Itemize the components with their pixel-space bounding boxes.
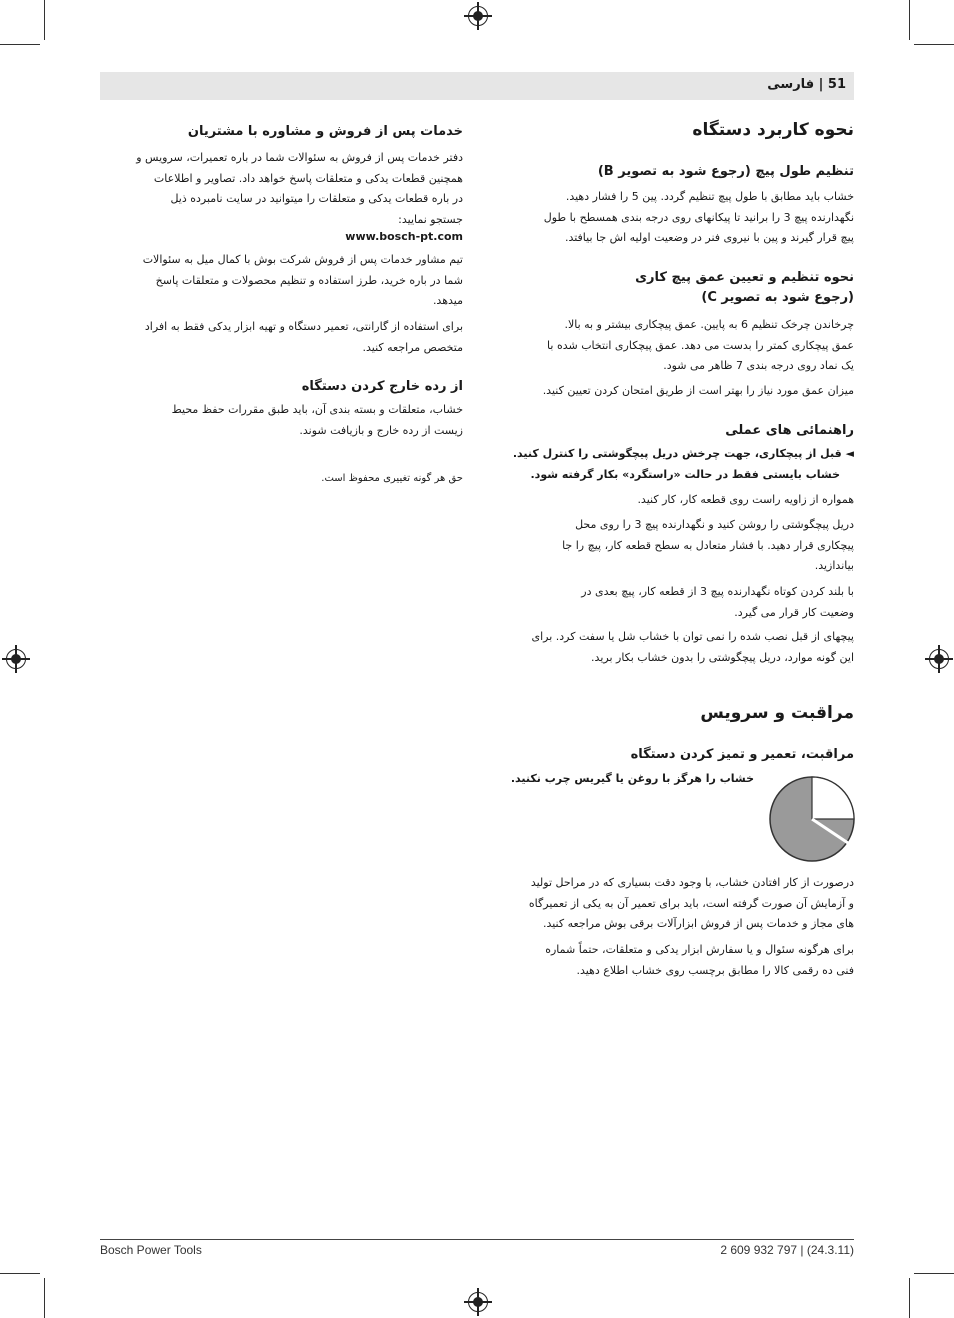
text-line: این گونه موارد، دریل پیچگوشتی را بدون خشاب بکار برید. bbox=[591, 650, 854, 664]
website-link[interactable]: www.bosch-pt.com bbox=[345, 230, 463, 243]
text-line: خشاب بایستی فقط در حالت «راستگرد» بکار گرفته شود. bbox=[530, 467, 840, 481]
crop-mark bbox=[909, 1278, 910, 1318]
crop-mark bbox=[914, 1273, 954, 1274]
registration-mark-icon bbox=[468, 6, 488, 26]
heading-practical-tips: راهنمائی های عملی bbox=[725, 423, 854, 438]
text-line: تیم مشاور خدمات پس از فروش شرکت بوش با کمال میل به سئوالات bbox=[142, 253, 463, 266]
text-line: و آزمایش آن صورت گرفته است، باید برای تعمیر آن به یکی از تعمیرگاه bbox=[528, 896, 854, 910]
heading-line: (رجوع شود به تصویر C) bbox=[701, 290, 854, 305]
heading-disposal: از رده خارج کردن دستگاه bbox=[301, 379, 463, 394]
bullet-arrow-icon: ◄ bbox=[845, 447, 854, 460]
page-header bbox=[100, 72, 854, 100]
text-line: زیست از رده خارج و بازیافت شوند. bbox=[299, 423, 463, 437]
text-line: عمق پیچکاری کمتر را بدست می دهد. عمق پیچکاری انتخاب شده با bbox=[547, 338, 854, 352]
text-line: میزان عمق مورد نیاز را بهتر است از طریق امتحان کردن تعیین کنید. bbox=[542, 383, 854, 397]
paragraph-care-2 bbox=[480, 940, 854, 981]
paragraph-warranty bbox=[100, 317, 463, 358]
crop-mark bbox=[44, 0, 45, 40]
care-warning: خشاب را هرگز با روغن یا گیریس چرب نکنید. bbox=[510, 772, 754, 785]
text-line: دریل پیچگوشتی را روشن کنید و نگهدارنده پیچ 3 را روی محل bbox=[575, 518, 854, 531]
paragraph-screw-depth bbox=[480, 315, 854, 401]
section-title-maintenance: مراقبت و سرویس bbox=[700, 703, 854, 723]
bullet-text: قبل از پیچکاری، جهت چرخش دریل پیچگوشتی را کنترل کنید. bbox=[512, 447, 842, 460]
paragraph-screw-length bbox=[480, 187, 854, 249]
text-line: با بلند کردن کوتاه نگهدارنده پیچ 3 از قطعه کار، پیچ بعدی در bbox=[581, 585, 854, 598]
paragraph-after-sales bbox=[100, 148, 463, 230]
heading-care: مراقبت، تعمیر و تمیز کردن دستگاه bbox=[630, 747, 854, 762]
rights-reserved: حق هر گونه تغییری محفوظ است. bbox=[321, 473, 463, 484]
heading-after-sales: خدمات پس از فروش و مشاوره با مشتریان bbox=[187, 124, 463, 139]
text-line: شما در باره خرید، طرز استفاده و تنظیم محصولات و متعلقات پاسخ bbox=[155, 273, 463, 287]
crop-mark bbox=[914, 44, 954, 45]
paragraph-care-1 bbox=[480, 873, 854, 935]
crop-mark bbox=[909, 0, 910, 40]
paragraph-tip-3 bbox=[480, 582, 854, 623]
registration-mark-icon bbox=[929, 649, 949, 669]
text-line: جستجو نمایید: bbox=[398, 212, 463, 226]
text-line: خشاب، متعلقات و بسته بندی آن، باید طبق مقررات حفظ محیط bbox=[171, 403, 463, 416]
footer-rule bbox=[100, 1239, 854, 1240]
crop-mark bbox=[0, 1273, 40, 1274]
section-title-usage: نحوه کاربرد دستگاه bbox=[692, 120, 854, 140]
text-line: متخصص مراجعه کنید. bbox=[362, 340, 463, 354]
registration-mark-icon bbox=[6, 649, 26, 669]
text-line bbox=[480, 444, 854, 465]
page-number-value: 51 bbox=[827, 77, 846, 92]
text-line: برای استفاده از گارانتی، تعمیر دستگاه و تهیه ابزار یدکی فقط به افراد bbox=[144, 320, 463, 333]
text-line: پیچکاری قرار دهید. با فشار متعادل به سطح قطعه کار، پیچ را جا bbox=[562, 538, 854, 552]
footer-brand: Bosch Power Tools bbox=[100, 1243, 202, 1257]
text-line: یک نماد روی درجه بندی 7 ظاهر می شود. bbox=[663, 359, 854, 372]
language-label: فارسی bbox=[767, 77, 815, 92]
paragraph-tip-4 bbox=[480, 627, 854, 668]
bullet-warning bbox=[480, 444, 854, 485]
heading-screw-depth bbox=[480, 268, 854, 308]
text-line: میدهد. bbox=[432, 294, 463, 307]
paragraph-tip-2 bbox=[480, 515, 854, 577]
text-line: بیاندازید. bbox=[814, 559, 854, 572]
crop-mark bbox=[44, 1278, 45, 1318]
text-line: پیچ قرار گیرند و پین با نیروی فنر در وضعیت اولیه اش جا بیافتد. bbox=[564, 231, 854, 244]
paragraph-tip-1: همواره از زاویه راست روی قطعه کار، کار کنید. bbox=[637, 493, 854, 506]
text-line: پیچهای از قبل نصب شده را نمی توان با خشاب شل یا سفت کرد. برای bbox=[531, 630, 854, 643]
text-line: درصورت از کار افتادن خشاب، با وجود دقت بسیاری که در مراحل تولید bbox=[530, 876, 854, 889]
text-line: وضعیت کار قرار می گیرد. bbox=[734, 605, 854, 619]
paragraph-consulting bbox=[100, 250, 463, 312]
heading-screw-length: تنظیم طول پیچ (رجوع شود به تصویر B) bbox=[597, 164, 854, 179]
registration-mark-icon bbox=[468, 1292, 488, 1312]
page-number: 51 | فارسی bbox=[767, 77, 846, 92]
text-line: دفتر خدمات پس از فروش به سئوالات شما در باره تعمیرات، سرویس و bbox=[136, 151, 463, 164]
text-line: های مجاز و خدمات پس از فروش ابزارآلات برقی بوش مراجعه کنید. bbox=[542, 917, 854, 930]
no-oil-prohibition-icon bbox=[768, 775, 856, 863]
crop-mark bbox=[0, 44, 40, 45]
text-line: نگهدارنده پیچ 3 را برانید تا پیکانهای روی درجه بندی همسطح با طول bbox=[543, 210, 854, 224]
text-line: خشاب باید مطابق با طول پیچ تنظیم گردد. پین 5 را فشار دهید. bbox=[565, 190, 854, 203]
heading-line: نحوه تنظیم و تعیین عمق پیچ کاری bbox=[635, 270, 854, 285]
text-line: چرخاندن چرخک تنظیم 6 به پایین. عمق پیچکاری بیشتر و به بالا. bbox=[564, 318, 854, 331]
text-line: همچنین قطعات یدکی و متعلقات پاسخ خواهد داد. تصاویر و اطلاعات bbox=[153, 171, 463, 185]
text-line: برای هرگونه سئوال و یا سفارش ابزار یدکی و متعلقات، حتماً شماره bbox=[545, 943, 854, 956]
footer-doc-number: 2 609 932 797 | (24.3.11) bbox=[720, 1243, 854, 1257]
text-line: در باره قطعات یدکی و متعلقات را میتوانید در سایت نامبرده ذیل bbox=[170, 192, 463, 205]
paragraph-disposal bbox=[100, 400, 463, 441]
text-line: فنی ده رقمی کالا را مطابق برچسب روی خشاب اطلاع دهید. bbox=[576, 963, 854, 977]
